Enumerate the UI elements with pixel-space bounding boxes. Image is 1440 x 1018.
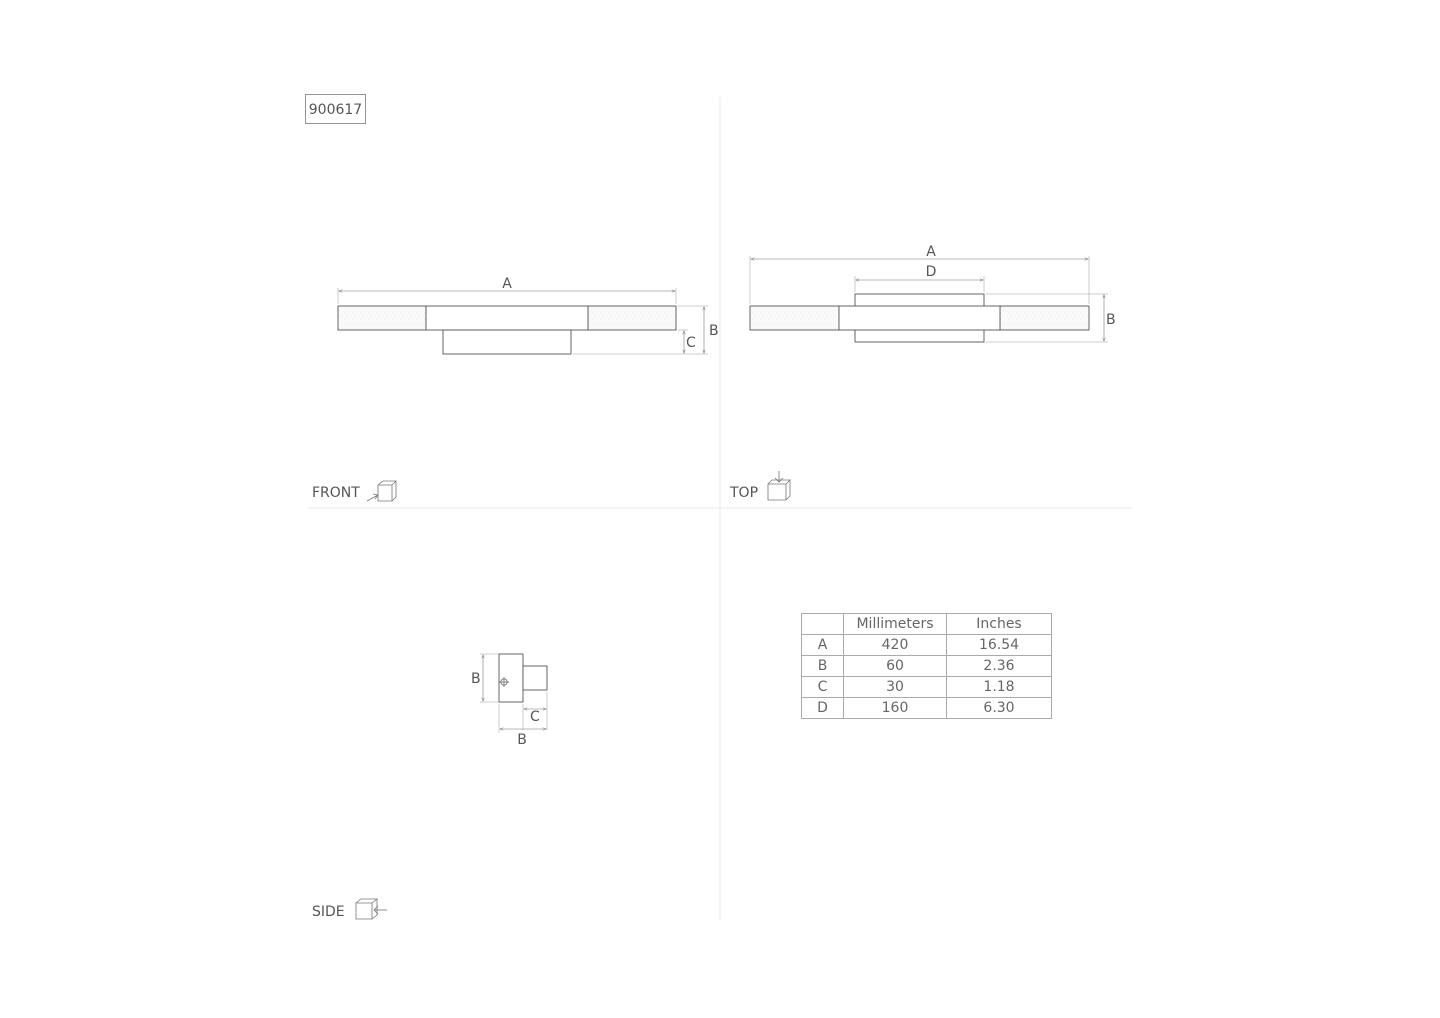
front-base-plate xyxy=(443,330,571,354)
side-dim-b-vertical-label: B xyxy=(471,671,481,687)
top-view-label: TOP xyxy=(730,485,759,501)
top-dim-d-label: D xyxy=(925,264,937,280)
table-header-cell: Millimeters xyxy=(844,614,947,635)
table-row xyxy=(802,635,1052,656)
front-diffuser-right xyxy=(588,306,676,330)
side-view xyxy=(471,654,547,748)
table-cell: 160 xyxy=(844,698,947,719)
table-row xyxy=(802,656,1052,677)
side-body xyxy=(499,654,523,702)
top-diffuser-right xyxy=(1000,306,1089,330)
table-cell: B xyxy=(802,656,844,677)
table-cell: 60 xyxy=(844,656,947,677)
table-row xyxy=(802,677,1052,698)
top-diffuser-left xyxy=(750,306,839,330)
side-dim-b-horizontal-label: B xyxy=(517,732,527,748)
table-cell: 30 xyxy=(844,677,947,698)
front-dim-c-label: C xyxy=(686,335,696,351)
table-cell: 2.36 xyxy=(947,656,1052,677)
side-view-label: SIDE xyxy=(312,904,345,920)
table-cell: D xyxy=(802,698,844,719)
table-header-cell xyxy=(802,614,844,635)
top-center-body xyxy=(839,306,1000,330)
front-view xyxy=(338,276,719,354)
top-dim-a-label: A xyxy=(926,244,936,260)
top-view xyxy=(750,244,1116,342)
front-dim-b-label: B xyxy=(709,323,719,339)
product-code-box xyxy=(306,95,366,124)
table-header-cell: Inches xyxy=(947,614,1052,635)
table-cell: A xyxy=(802,635,844,656)
front-diffuser-left xyxy=(338,306,426,330)
table-cell: 6.30 xyxy=(947,698,1052,719)
top-view-cube-icon xyxy=(768,471,790,500)
table-row xyxy=(802,698,1052,719)
front-view-label: FRONT xyxy=(312,485,360,501)
table-header-row xyxy=(802,614,1052,635)
side-view-cube-icon xyxy=(356,899,387,919)
table-cell: C xyxy=(802,677,844,698)
side-base-plate xyxy=(523,666,547,690)
product-code: 900617 xyxy=(308,102,363,118)
table-cell: 16.54 xyxy=(947,635,1052,656)
front-view-cube-icon xyxy=(367,481,396,501)
front-dim-a-label: A xyxy=(502,276,512,292)
top-dim-b-label: B xyxy=(1106,312,1116,328)
side-dim-c-label: C xyxy=(530,709,540,725)
table-cell: 1.18 xyxy=(947,677,1052,698)
table-cell: 420 xyxy=(844,635,947,656)
dimensions-table xyxy=(801,613,1052,719)
front-center-body xyxy=(426,306,588,330)
